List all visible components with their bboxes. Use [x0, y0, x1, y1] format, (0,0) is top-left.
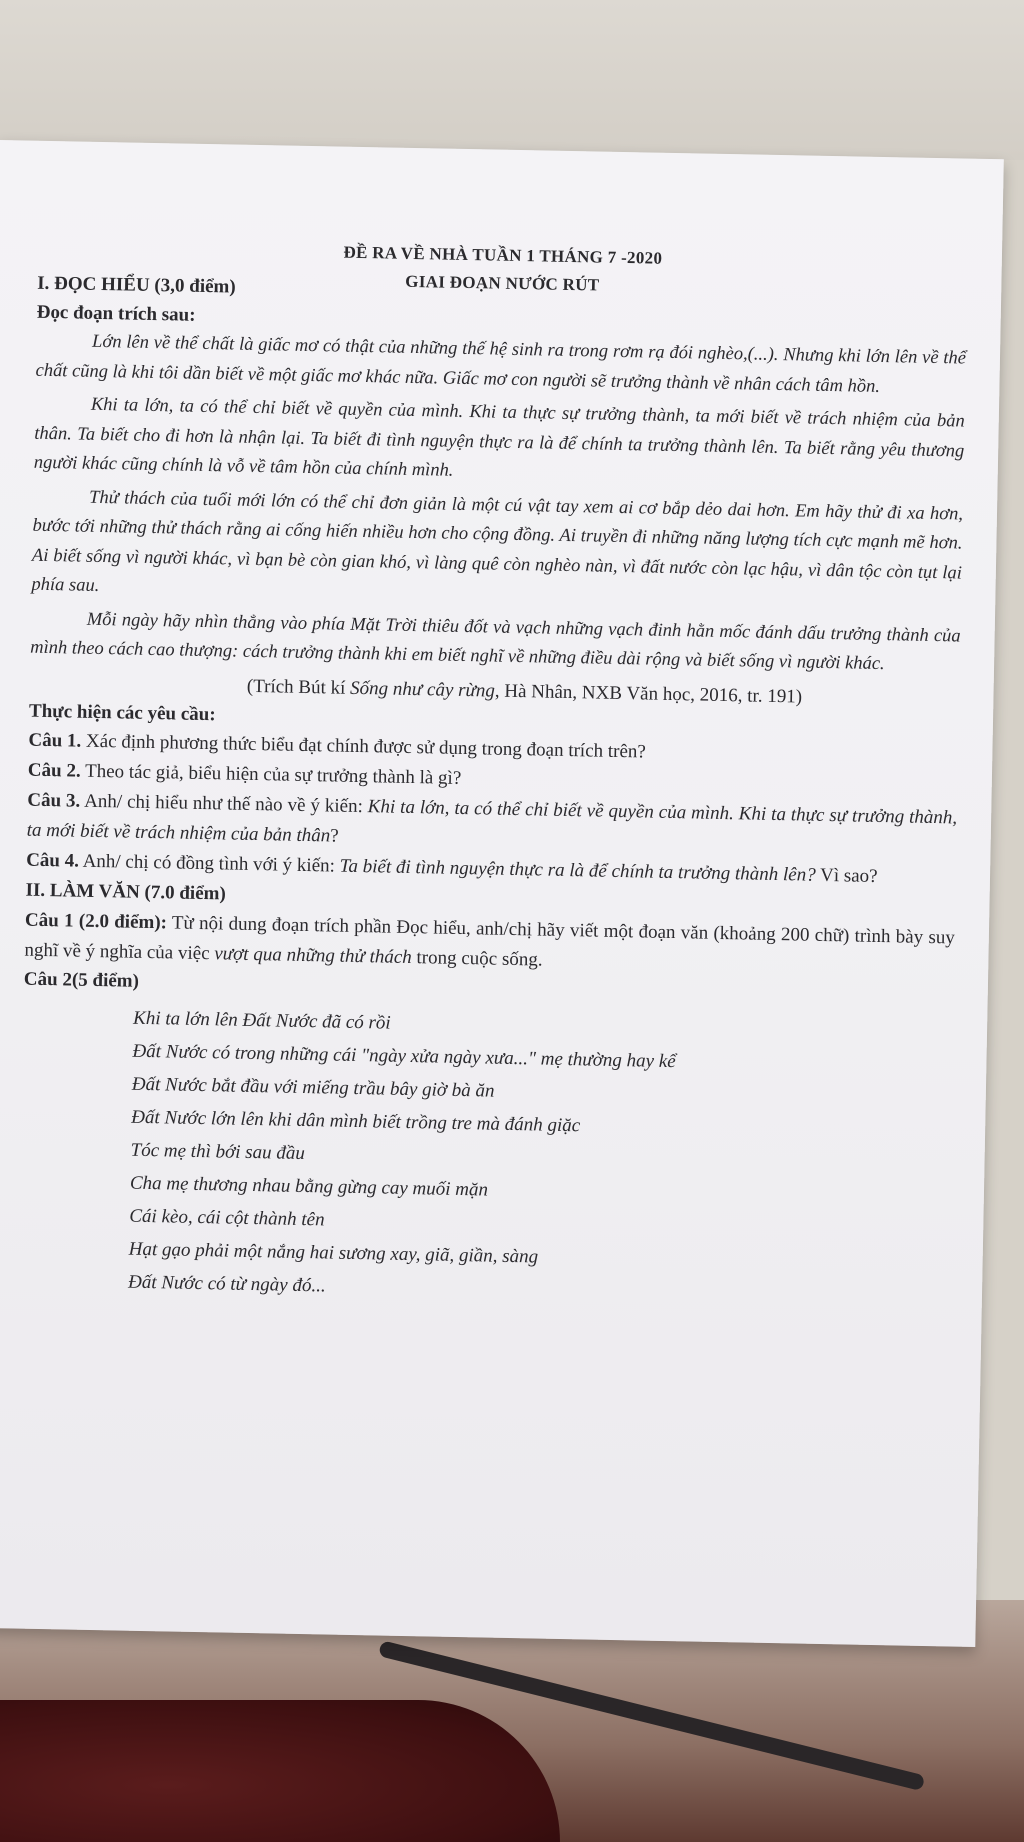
poem-line: Khi ta lớn lên Đất Nước đã có rồi — [132, 1007, 391, 1034]
writing-question-1-text: Từ nội dung đoạn trích phần Đọc hiểu, anh/chị hãy viết một đoạn văn (khoảng 200 chữ) trình bày suy nghĩ về ý nghĩa của việc — [24, 911, 956, 964]
reading-instruction: Đọc đoạn trích sau: — [36, 301, 196, 326]
passage-paragraph: Khi ta lớn, ta có thể chỉ biết về quyền của mình. Khi ta thực sự trưởng thành, ta mới biết về trách nhiệm của bản thân. Ta biết cho đi hơn là nhận lại. Ta biết đi tình nguyện thực ra là để chính ta trưởng thành lên. Ta biết rằng yêu thương người khác cũng chính là vỗ về tâm hồn của chính mình. — [33, 394, 965, 481]
question-4-end: Vì sao? — [815, 864, 878, 887]
question-3-end: ? — [330, 824, 339, 847]
question-4-quote: Ta biết đi tình nguyện thực ra là để chính ta trưởng thành lên? — [339, 855, 816, 886]
poem-line: Tóc mẹ thì bới sau đầu — [130, 1139, 306, 1164]
poem-line: Đất Nước có từ ngày đó... — [127, 1271, 326, 1296]
question-2-label: Câu 2. — [27, 759, 81, 782]
table-surface — [0, 0, 1024, 160]
poem-line: Đất Nước lớn lên khi dân mình biết trồng tre mà đánh giặc — [131, 1106, 581, 1136]
writing-question-1-italic: vượt qua những thử thách — [214, 942, 412, 968]
question-4-label: Câu 4. — [25, 849, 80, 872]
exam-content — [18, 233, 968, 1314]
poem-line: Hạt gạo phải một nắng hai sương xay, giã, giần, sàng — [128, 1238, 539, 1268]
source-title: Sống như cây rừng — [349, 677, 496, 702]
red-cloth — [0, 1700, 560, 1842]
poem-line: Cha mẹ thương nhau bằng gừng cay muối mặn — [129, 1172, 489, 1201]
exam-title-line-1: ĐỀ RA VỀ NHÀ TUẦN 1 THÁNG 7 -2020 — [343, 242, 663, 268]
question-3-text: Anh/ chị hiểu như thế nào về ý kiến: — [80, 790, 368, 817]
writing-question-1-label: Câu 1 (2.0 điểm): — [24, 909, 168, 933]
poem-line: Đất Nước có trong những cái "ngày xửa ngày xưa..." mẹ thường hay kể — [132, 1040, 676, 1072]
question-3-label: Câu 3. — [27, 789, 81, 812]
question-3-quote: Khi ta lớn, ta có thể chỉ biết về quyền của mình. Khi ta thực sự trưởng thành, ta mới biết về trách nhiệm của bản thân — [26, 795, 958, 846]
reading-section-heading: I. ĐỌC HIỂU (3,0 điểm) — [37, 272, 236, 298]
writing-question-1-end: trong cuộc sống. — [411, 946, 543, 971]
writing-section-heading: II. LÀM VĂN (7.0 điểm) — [25, 879, 226, 904]
poem-line: Cái kèo, cái cột thành tên — [129, 1205, 325, 1230]
question-4-text: Anh/ chị có đồng tình với ý kiến: — [78, 850, 340, 877]
exam-title-line-2: GIAI ĐOẠN NƯỚC RÚT — [405, 271, 600, 295]
source-prefix: (Trích Bút kí — [246, 675, 351, 699]
reading-passage — [30, 327, 966, 681]
poem-line: Đất Nước bắt đầu với miếng trầu bây giờ bà ăn — [131, 1073, 495, 1102]
question-2-text: Theo tác giả, biểu hiện của sự trưởng thành là gì? — [80, 760, 462, 789]
exam-paper — [0, 140, 1004, 1647]
passage-paragraph: Lớn lên về thể chất là giấc mơ có thật của những thế hệ sinh ra trong rơm rạ đói nghèo,(...). Nhưng khi lớn lên về thể chất cũng là khi tôi dần biết về một giấc mơ khác nữa. Giấc mơ con người sẽ trưởng thành về nhân cách tâm hồn. — [35, 331, 967, 397]
question-1-label: Câu 1. — [28, 729, 82, 752]
question-1-text: Xác định phương thức biểu đạt chính được sử dụng trong đoạn trích trên? — [81, 730, 647, 763]
requirements-label: Thực hiện các yêu cầu: — [28, 700, 216, 725]
passage-paragraph: Mỗi ngày hãy nhìn thẳng vào phía Mặt Trời thiêu đốt và vạch những vạch đinh hằn mốc đánh dấu trưởng thành của mình theo cách cao thượng: cách trưởng thành khi em biết nghĩ về những điều dài rộng và biết sống vì người khác. — [30, 609, 961, 675]
poem-excerpt — [128, 1001, 954, 1314]
writing-question-2-label: Câu 2(5 điểm) — [23, 968, 140, 992]
source-suffix: , Hà Nhân, NXB Văn học, 2016, tr. 191) — [494, 680, 803, 707]
passage-paragraph: Thử thách của tuổi mới lớn có thể chỉ đơn giản là một cú vật tay xem ai cơ bắp dẻo dai hơn. Em hãy thử đi xa hơn, bước tới những thử thách rằng ai cống hiến nhiều hơn cho cộng đồng. Ai truyền đi những năng lượng tích cực mạnh mẽ hơn. Ai biết sống vì người khác, vì bạn bè còn gian khó, vì làng quê còn nghèo nàn, vì đất nước còn lạc hậu, vì dân tộc còn tụt lại phía sau. — [31, 487, 964, 596]
